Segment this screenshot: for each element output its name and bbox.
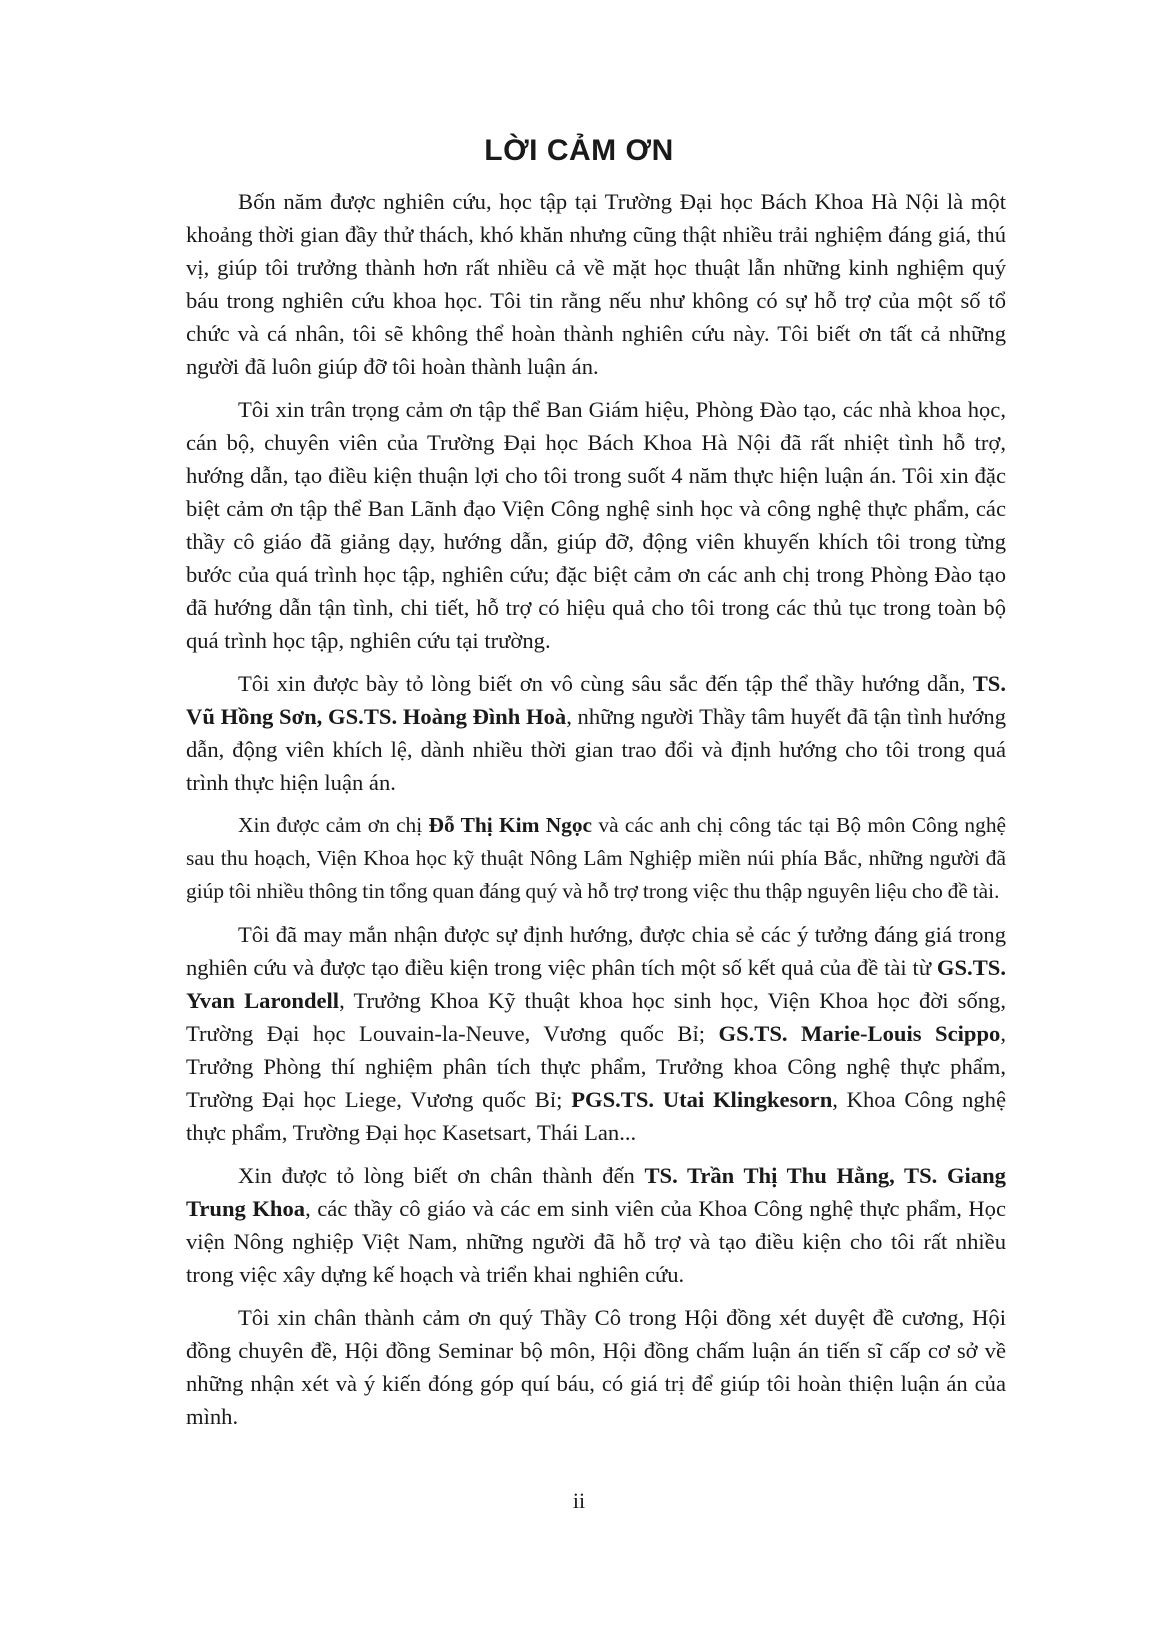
paragraph-5-text-2: , Trưởng Khoa Kỹ thuật khoa học sinh học, Viện Khoa học đời sống, Trường Đại học Louvain-la-Neuve, Vương quốc Bỉ; (186, 988, 1006, 1046)
paragraph-3-text-before: Tôi xin được bày tỏ lòng biết ơn vô cùng sâu sắc đến tập thể thầy hướng dẫn, (238, 671, 973, 696)
professor-name-1: GS.TS. Yvan Larondell (186, 955, 1006, 1013)
paragraph-4 (186, 809, 1006, 908)
paragraph-4-text-before: Xin được cảm ơn chị (238, 813, 429, 837)
paragraph-5 (186, 918, 1006, 1149)
paragraph-4-text-after: và các anh chị công tác tại Bộ môn Công nghệ sau thu hoạch, Viện Khoa học kỹ thuật Nông Lâm Nghiệp miền núi phía Bắc, những người đã giúp tôi nhiều thông tin tổng quan đáng quý và hỗ trợ trong việc thu thập nguyên liệu cho đề tài. (186, 813, 1007, 903)
professor-name-2: GS.TS. Marie-Louis Scippo (718, 1021, 1001, 1046)
paragraph-7: Tôi xin chân thành cảm ơn quý Thầy Cô trong Hội đồng xét duyệt đề cương, Hội đồng chuyên đề, Hội đồng Seminar bộ môn, Hội đồng chấm luận án tiến sĩ cấp cơ sở về những nhận xét và ý kiến đóng góp quí báu, có giá trị để giúp tôi hoàn thiện luận án của mình. (186, 1305, 1006, 1429)
paragraph-1: Bốn năm được nghiên cứu, học tập tại Trường Đại học Bách Khoa Hà Nội là một khoảng thời gian đầy thử thách, khó khăn nhưng cũng thật nhiều trải nghiệm đáng giá, thú vị, giúp tôi trưởng thành hơn rất nhiều cả về mặt học thuật lẫn những kinh nghiệm quý báu trong nghiên cứu khoa học. Tôi tin rằng nếu như không có sự hỗ trợ của một số tổ chức và cá nhân, tôi sẽ không thể hoàn thành nghiên cứu này. Tôi biết ơn tất cả những người đã luôn giúp đỡ tôi hoàn thành luận án. (186, 189, 1006, 379)
professor-name-3: PGS.TS. Utai Klingkesorn (571, 1087, 833, 1112)
paragraph-3-text-after: , những người Thầy tâm huyết đã tận tình hướng dẫn, động viên khích lệ, dành nhiều thời gian trao đổi và định hướng cho tôi trong quá trình thực hiện luận án. (186, 704, 1007, 795)
paragraph-3 (186, 667, 1006, 799)
acknowledgement-body (186, 185, 1006, 1443)
colleague-name: Đỗ Thị Kim Ngọc (428, 813, 593, 837)
paragraph-6-text-before: Xin được tỏ lòng biết ơn chân thành đến (238, 1163, 645, 1188)
page-number: ii (572, 1488, 586, 1513)
paragraph-5-text-4: , Khoa Công nghệ thực phẩm, Trường Đại học Kasetsart, Thái Lan... (186, 1087, 1007, 1145)
paragraph-5-text-1: Tôi đã may mắn nhận được sự định hướng, được chia sẻ các ý tưởng đáng giá trong nghiên cứu và được tạo điều kiện trong việc phân tích một số kết quả của đề tài từ (186, 922, 1006, 980)
paragraph-5-text-3: , Trưởng Phòng thí nghiệm phân tích thực phẩm, Trưởng khoa Công nghệ thực phẩm, Trường Đại học Liege, Vương quốc Bỉ; (186, 1021, 1006, 1112)
paragraph-6 (186, 1159, 1006, 1291)
paragraph-2: Tôi xin trân trọng cảm ơn tập thể Ban Giám hiệu, Phòng Đào tạo, các nhà khoa học, cán bộ, chuyên viên của Trường Đại học Bách Khoa Hà Nội đã rất nhiệt tình hỗ trợ, hướng dẫn, tạo điều kiện thuận lợi cho tôi trong suốt 4 năm thực hiện luận án. Tôi xin đặc biệt cảm ơn tập thể Ban Lãnh đạo Viện Công nghệ sinh học và công nghệ thực phẩm, các thầy cô giáo đã giảng dạy, hướng dẫn, giúp đỡ, động viên khuyến khích tôi trong từng bước của quá trình học tập, nghiên cứu; đặc biệt cảm ơn các anh chị trong Phòng Đào tạo đã hướng dẫn tận tình, chi tiết, hỗ trợ có hiệu quả cho tôi trong các thủ tục trong toàn bộ quá trình học tập, nghiên cứu tại trường. (186, 397, 1006, 653)
paragraph-6-text-after: , các thầy cô giáo và các em sinh viên của Khoa Công nghệ thực phẩm, Học viện Nông nghiệp Việt Nam, những người đã hỗ trợ và tạo điều kiện cho tôi rất nhiều trong việc xây dựng kế hoạch và triển khai nghiên cứu. (186, 1196, 1007, 1287)
faculty-names: TS. Trần Thị Thu Hằng, TS. Giang Trung Khoa (186, 1163, 1006, 1221)
advisor-names: TS. Vũ Hồng Sơn, GS.TS. Hoàng Đình Hoà (186, 671, 1006, 729)
page-title: LỜI CẢM ƠN (484, 134, 674, 167)
